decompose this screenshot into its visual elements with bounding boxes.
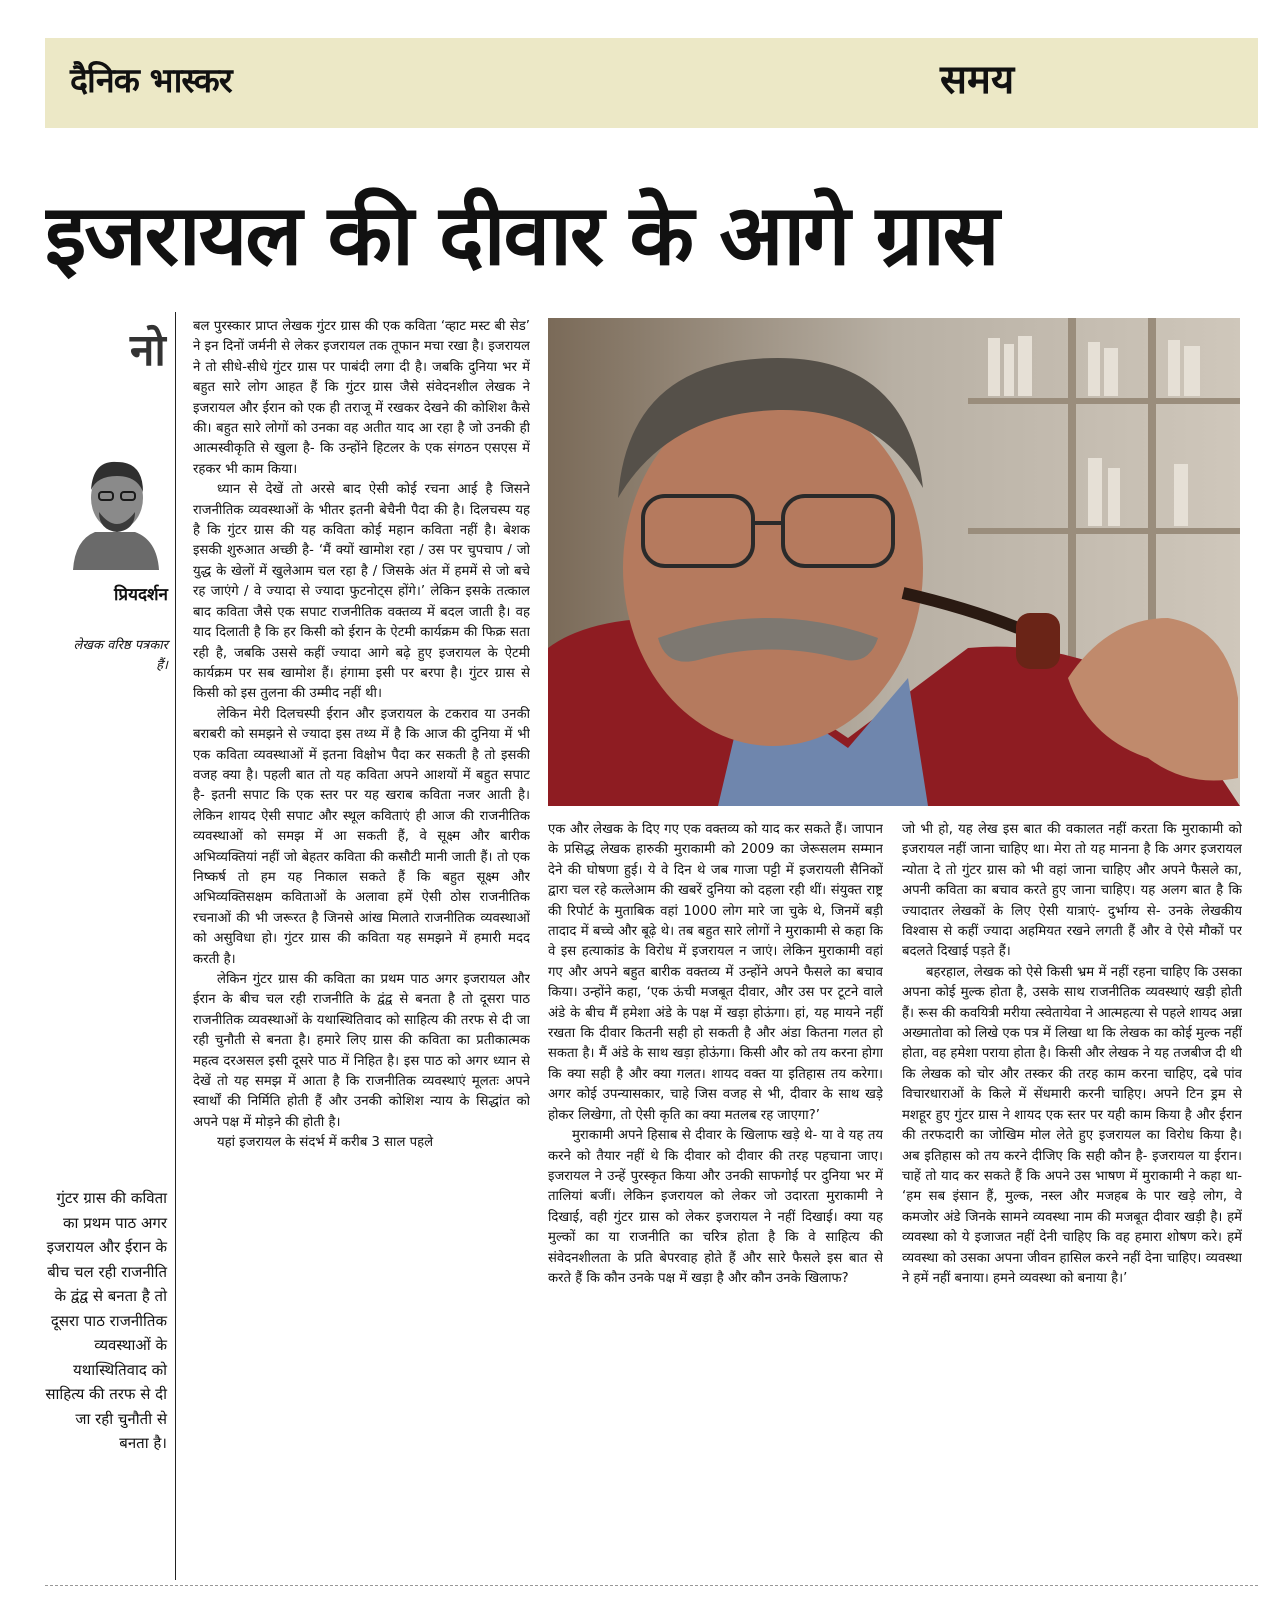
- paragraph: बहरहाल, लेखक को ऐसे किसी भ्रम में नहीं रहना चाहिए कि उसका अपना कोई मुल्क होता है, उसके साथ राजनीतिक व्यवस्थाएं खड़ी होती हैं। रूस की कवयित्री मरीया त्स्वेतायेवा ने आत्महत्या से पहले शायद अन्ना अख्मातोवा को लिखे एक पत्र में लिखा था कि लेखक का कोई मुल्क नहीं होता, वह हमेशा पराया होता है। किसी और लेखक ने यह तजबीज दी थी कि लेखक को चोर और तस्कर की तरह काम करना चाहिए, दबे पांव विचारधाराओं के किले में सेंधमारी करनी चाहिए। अपने टिन ड्रम से मशहूर हुए गुंटर ग्रास ने शायद एक स्तर पर यही काम किया है और ईरान की तरफदारी का जोखिम मोल लेते हुए इजरायल का विरोध किया है। अब इतिहास को तय करने दीजिए कि सही कौन है- इजरायल या ईरान। चाहें तो याद कर सकते हैं कि अपने उस भाषण में मुराकामी ने कहा था- ‘हम सब इंसान हैं, मुल्क, नस्ल और मजहब के पार खड़े लोग, वे कमजोर अंडे जिनके सामने व्यवस्था नाम की मजबूत दीवार खड़ी है। हमें व्यवस्था को ये इजाजत नहीं देनी चाहिए कि वह हमारा शोषण करे। हमें व्यवस्था को उसका अपना जीवन हासिल करने नहीं देना चाहिए। व्यवस्था ने हमें नहीं बनाया। हमने व्यवस्था को बनाया है।’: [902, 964, 1242, 1286]
- paragraph: लेकिन मेरी दिलचस्पी ईरान और इजरायल के टकराव या उनकी बराबरी को समझने से ज्यादा इस तथ्य में है कि आज की दुनिया में भी एक कविता व्यवस्थाओं में इतना विक्षोभ पैदा कर सकती है तो इसकी वजह क्या है। पहली बात तो यह कविता अपने आशयों में बहुत सपाट है- इतनी सपाट कि एक स्तर पर यह खराब कविता नजर आती है। लेकिन शायद ऐसी सपाट और स्थूल कविताएं ही आज की राजनीतिक व्यवस्थाओं को समझ में आ सकती हैं, वे सूक्ष्म और बारीक अभिव्यक्तियां नहीं जो बेहतर कविता की कसौटी मानी जाती हैं। तो एक निष्कर्ष तो हम यह निकाल सकते हैं कि बहुत सूक्ष्म और अभिव्यक्तिसक्षम कविताओं के अलावा हमें ऐसी ठोस राजनीतिक रचनाओं की भी जरूरत है जिनसे आंख मिलाते राजनीतिक व्यवस्थाओं को असुविधा हो। गुंटर ग्रास की कविता यह समझने में हमारी मदद करती है।: [193, 706, 530, 967]
- paragraph: जो भी हो, यह लेख इस बात की वकालत नहीं करता कि मुराकामी को इजरायल नहीं जाना चाहिए था। मेरा तो यह मानना है कि अगर इजरायल न्योता दे तो गुंटर ग्रास को भी वहां जाना चाहिए और अपने फैसले का, अपनी कविता का बचाव करते हुए जाना चाहिए। यह अलग बात है कि ज्यादातर लेखकों के लिए ऐसी यात्राएं- दुर्भाग्य से- उनके लेखकीय विश्वास से कहीं ज्यादा अहमियत रखने लगती हैं और वे ऐसे मौकों पर बदलते दिखाई पड़ते हैं।: [902, 822, 1242, 960]
- pull-quote: गुंटर ग्रास की कविता का प्रथम पाठ अगर इजरायल और ईरान के बीच चल रही राजनीति के द्वंद्व से बनता है तो दूसरा पाठ राजनीतिक व्यवस्थाओं के यथास्थितिवाद को साहित्य की तरफ से दी जा रही चुनौती से बनता है।: [45, 1189, 167, 1452]
- article-column-1: [193, 317, 530, 1577]
- article-photo: [548, 318, 1240, 806]
- drop-cap: नो: [130, 325, 166, 376]
- article-column-3: [902, 820, 1242, 1577]
- newspaper-brand: दैनिक भास्कर: [70, 61, 232, 101]
- page-bottom-rule: [45, 1585, 1258, 1587]
- paragraph: यहां इजरायल के संदर्भ में करीब 3 साल पहले: [217, 1135, 434, 1151]
- paragraph: मुराकामी अपने हिसाब से दीवार के खिलाफ खड़े थे- या वे यह तय करने को तैयार नहीं थे कि दीवार को दीवार की तरह पहचाना जाए। इजरायल ने उन्हें पुरस्कृत किया और उनकी साफगोई पर दुनिया भर में तालियां बजीं। लेकिन इजरायल को लेकर जो उदारता मुराकामी ने दिखाई, वही गुंटर ग्रास को लेकर इजरायल ने नहीं दिखाई। क्या यह मुल्कों का या राजनीति का चरित्र होता है कि वे साहित्य की संवेदनशीलता के प्रति बेपरवाह होते हैं और सारे फैसले इस बात से करते हैं कि कौन उनके पक्ष में खड़ा है और कौन उनके खिलाफ?: [548, 1128, 883, 1286]
- paragraph: बल पुरस्कार प्राप्त लेखक गुंटर ग्रास की एक कविता ‘व्हाट मस्ट बी सेड’ ने इन दिनों जर्मनी से लेकर इजरायल तक तूफान मचा रखा है। इजरायल ने तो सीधे-सीधे गुंटर ग्रास पर पाबंदी लगा दी है। जबकि दुनिया भर में बहुत सारे लोग आहत हैं कि गुंटर ग्रास जैसे संवेदनशील लेखक ने इजरायल और ईरान को एक ही तराजू में रखकर देखने की कोशिश कैसे की। बहुत सारे लोगों को उनका वह अतीत याद आ रहा है जो उनकी ही आत्मस्वीकृति से खुला है- कि उन्होंने हिटलर के एक संगठन एसएस में रहकर भी काम किया।: [193, 319, 530, 477]
- paragraph: लेकिन गुंटर ग्रास की कविता का प्रथम पाठ अगर इजरायल और ईरान के बीच चल रही राजनीति के द्वंद्व से बनता है तो दूसरा पाठ राजनीतिक व्यवस्थाओं के यथास्थितिवाद को साहित्य की तरफ से दी जा रही चुनौती से बनता है। हमारे लिए ग्रास की कविता का प्रतीकात्मक महत्व दरअसल इसी दूसरे पाठ में निहित है। इस पाठ को अगर ध्यान से देखें तो यह समझ में आता है कि राजनीतिक व्यवस्थाएं मूलतः अपने स्वार्थों की निर्मिति होती हैं और उनकी कोशिश न्याय के सिद्धांत को अपने पक्ष में मोड़ने की होती है।: [193, 972, 530, 1130]
- author-role: लेखक वरिष्ठ पत्रकार हैं।: [73, 638, 168, 673]
- column-divider: [175, 312, 176, 1580]
- article-column-2: [548, 820, 883, 1577]
- paragraph: एक और लेखक के दिए गए एक वक्तव्य को याद कर सकते हैं। जापान के प्रसिद्ध लेखक हारुकी मुराकामी को 2009 का जेरूसलम सम्मान देने की घोषणा हुई। ये वे दिन थे जब गाजा पट्टी में इजरायली सैनिकों द्वारा चल रहे कत्लेआम की खबरें दुनिया को दहला रही थीं। संयुक्त राष्ट्र की रिपोर्ट के मुताबिक वहां 1000 लोग मारे जा चुके थे, जिनमें बड़ी तादाद में बच्चे और बूढ़े थे। तब बहुत सारे लोगों ने मुराकामी से कहा कि वे इस हत्याकांड के विरोध में इजरायल न जाएं। लेकिन मुराकामी वहां गए और अपने बहुत बारीक वक्तव्य में उन्होंने अपने फैसले का बचाव किया। उन्होंने कहा, ‘एक ऊंची मजबूत दीवार, और उस पर टूटने वाले अंडे के बीच मैं हमेशा अंडे के पक्ष में खड़ा होऊंगा। हां, यह मायने नहीं रखता कि दीवार कितनी सही हो सकती है और अंडा कितना गलत हो सकता है। मैं अंडे के साथ खड़ा होऊंगा। किसी और को तय करना होगा कि क्या सही है और क्या गलत। शायद वक्त या इतिहास तय करेगा। अगर कोई उपन्यासकार, चाहे जिस वजह से भी, दीवार के साथ खड़े होकर लिखेगा, तो ऐसी कृति का क्या मतलब रह जाएगा?’: [548, 822, 883, 1123]
- paragraph: ध्यान से देखें तो अरसे बाद ऐसी कोई रचना आई है जिसने राजनीतिक व्यवस्थाओं के भीतर इतनी बेचैनी पैदा की है। दिलचस्प यह है कि गुंटर ग्रास की यह कविता कोई महान कविता नहीं है। बेशक इसकी शुरुआत अच्छी है- ‘मैं क्यों खामोश रहा / उस पर चुपचाप / जो युद्ध के खेलों में खुलेआम चल रहा है / जिसके अंत में हममें से जो बचे रह जाएंगे / वे ज्यादा से ज्यादा फुटनोट्स होंगे।’ लेकिन इसके तत्काल बाद कविता जैसे एक सपाट राजनीतिक वक्तव्य में बदल जाती है। वह याद दिलाती है कि हर किसी को ईरान के ऐटमी कार्यक्रम की फिक्र सता रही है, जबकि उससे कहीं ज्यादा आगे बढ़े हुए इजरायल के ऐटमी कार्यक्रम पर सब खामोश हैं। हंगामा इसी पर बरपा है। गुंटर ग्रास से किसी को इस तुलना की उम्मीद नहीं थी।: [193, 482, 530, 702]
- section-title: समय: [940, 56, 1015, 103]
- author-photo: [65, 440, 165, 570]
- masthead: [45, 38, 1258, 128]
- headline: इजरायल की दीवार के आगे ग्रास: [45, 186, 998, 284]
- author-name: प्रियदर्शन: [114, 585, 168, 605]
